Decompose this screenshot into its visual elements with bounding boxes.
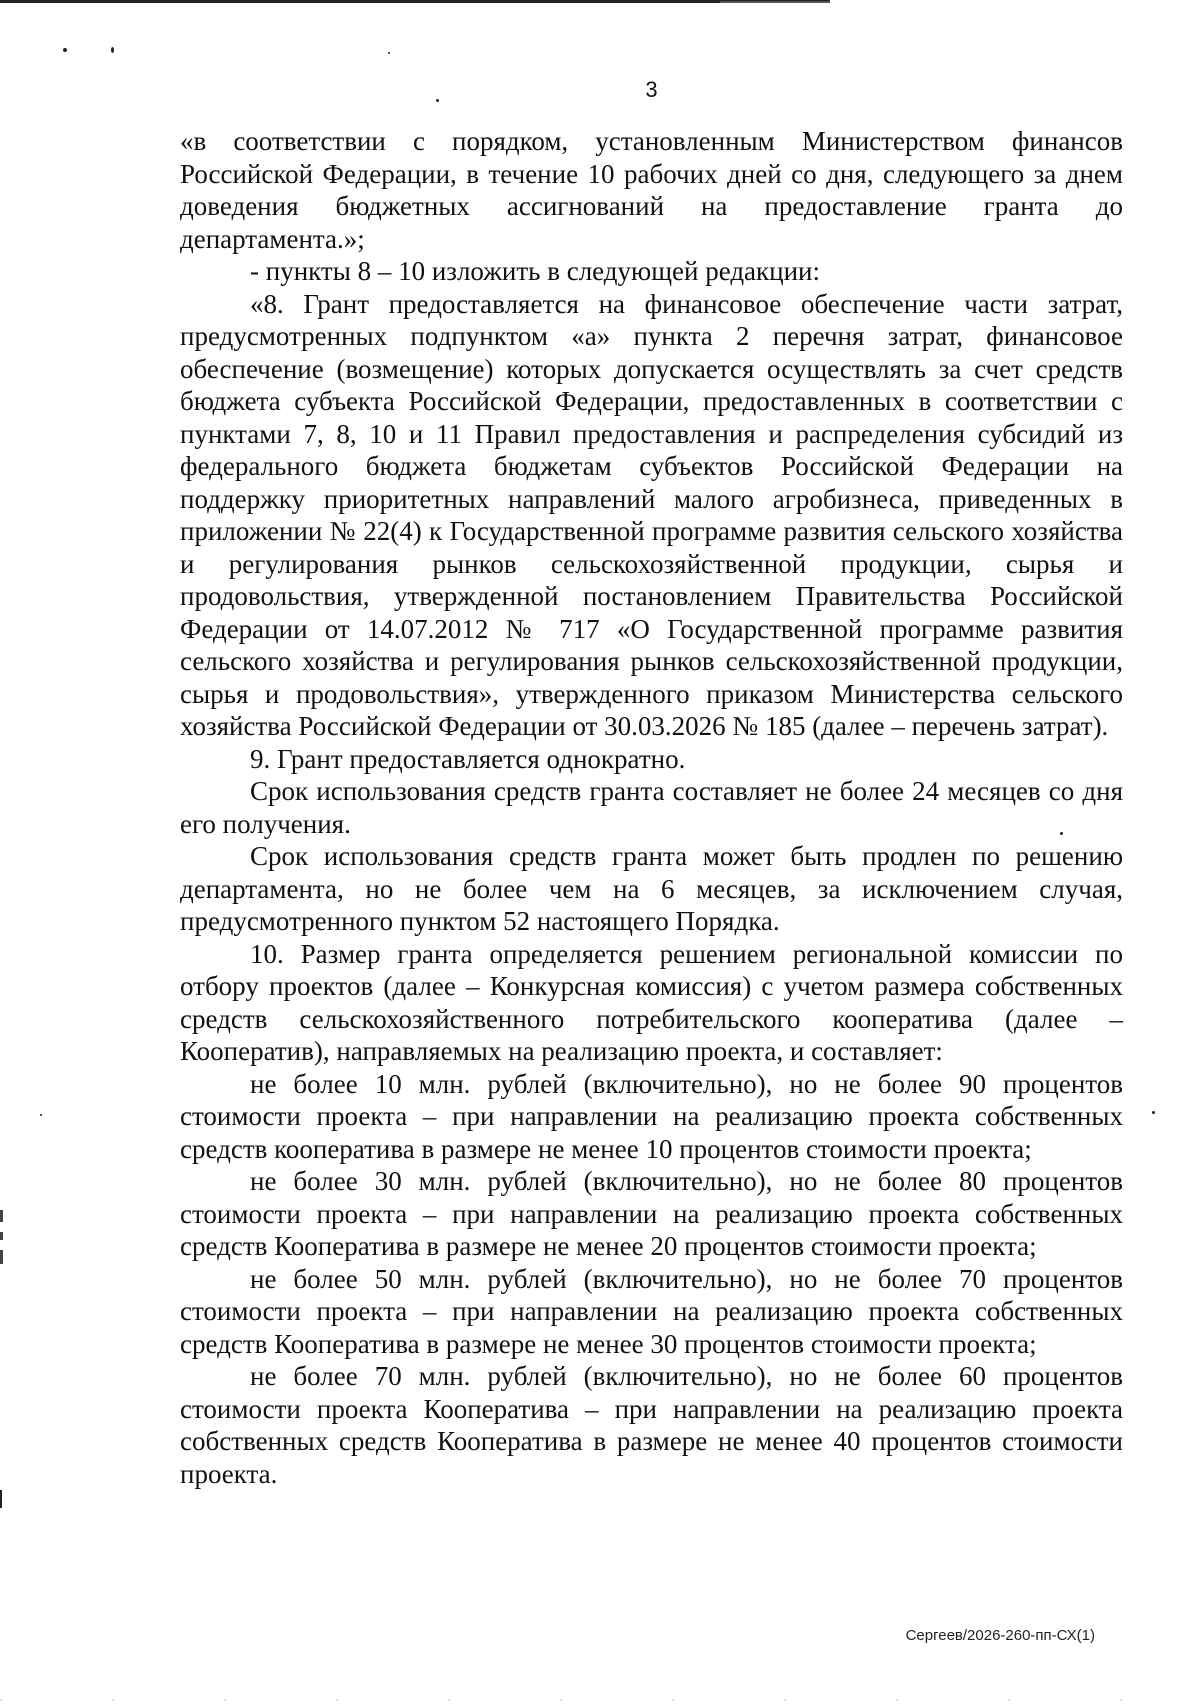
scan-speck [40, 1114, 42, 1116]
scan-speck [1152, 1111, 1155, 1114]
scan-top-edge-fragment [720, 1, 830, 3]
body-paragraph: не более 30 млн. рублей (включительно), но не более 80 процентов стоимости проекта – при направлении на реализацию проекта собственных средств Кооператива в размере не менее 20 процентов стоимости проекта; [180, 1166, 1123, 1261]
page-number: 3 [645, 77, 658, 102]
scan-bottom-edge [0, 1698, 1200, 1702]
scan-top-edge [0, 0, 830, 3]
scan-speck [111, 47, 114, 53]
scan-speck [0, 1490, 2, 1508]
body-paragraph: не более 50 млн. рублей (включительно), но не более 70 процентов стоимости проекта – при направлении на реализацию проекта собственных средств Кооператива в размере не менее 30 процентов стоимости проекта; [180, 1263, 1123, 1359]
document-footer-code: Сергеев/2026-260-пп-СХ(1) [905, 1627, 1095, 1644]
body-paragraph: не более 10 млн. рублей (включительно), но не более 90 процентов стоимости проекта – при направлении на реализацию проекта собственных средств кооператива в размере не менее 10 процентов стоимости проекта; [180, 1068, 1123, 1164]
scan-speck [63, 48, 67, 52]
body-paragraph: Срок использования средств гранта может быть продлен по решению департамента, но не более чем на 6 месяцев, за исключением случая, предусмотренного пунктом 52 настоящего Порядка. [180, 841, 1123, 936]
scan-margin-marks [0, 1210, 6, 1270]
body-paragraph: не более 70 млн. рублей (включительно), но не более 60 процентов стоимости проекта Кооператива – при направлении на реализацию проекта собственных средств Кооператива в размере не менее 40 процентов стоимости проекта. [180, 1361, 1123, 1489]
scan-speck [388, 52, 390, 54]
body-paragraph: 9. Грант предоставляется однократно. [250, 743, 686, 774]
body-paragraph: Срок использования средств гранта составляет не более 24 месяцев со дня его получения. [180, 776, 1123, 839]
body-paragraph: 10. Размер гранта определяется решением региональной комиссии по отбору проектов (далее – Конкурсная комиссия) с учетом размера собственных средств сельскохозяйственного потребительского кооператива (далее – Кооператив), направляемых на реализацию проекта, и составляет: [180, 938, 1123, 1066]
body-paragraph: - пункты 8 – 10 изложить в следующей редакции: [250, 256, 821, 286]
document-body [180, 125, 1123, 1490]
body-paragraph: «8. Грант предоставляется на финансовое обеспечение части затрат, предусмотренных подпунктом «а» пункта 2 перечня затрат, финансовое обеспечение (возмещение) которых допускается осуществлять за счет средств бюджета субъекта Российской Федерации, предоставленных в соответствии с пунктами 7, 8, 10 и 11 Правил предоставления и распределения субсидий из федерального бюджета бюджетам субъектов Российской Федерации на поддержку приоритетных направлений малого агробизнеса, приведенных в приложении № 22(4) к Государственной программе развития сельского хозяйства и регулирования рынков сельскохозяйственной продукции, сырья и продовольствия, утвержденной постановлением Правительства Российской Федерации от 14.07.2012 № 717 «О Государственной программе развития сельского хозяйства и регулирования рынков сельскохозяйственной продукции, сырья и продовольствия», утвержденного приказом Министерства сельского хозяйства Российской Федерации от 30.03.2026 № 185 (далее – перечень затрат). [180, 288, 1123, 741]
body-paragraph: «в соответствии с порядком, установленным Министерством финансов Российской Федерации, в течение 10 рабочих дней со дня, следующего за днем доведения бюджетных ассигнований на предоставление гранта до департамента.»; [180, 126, 1123, 254]
